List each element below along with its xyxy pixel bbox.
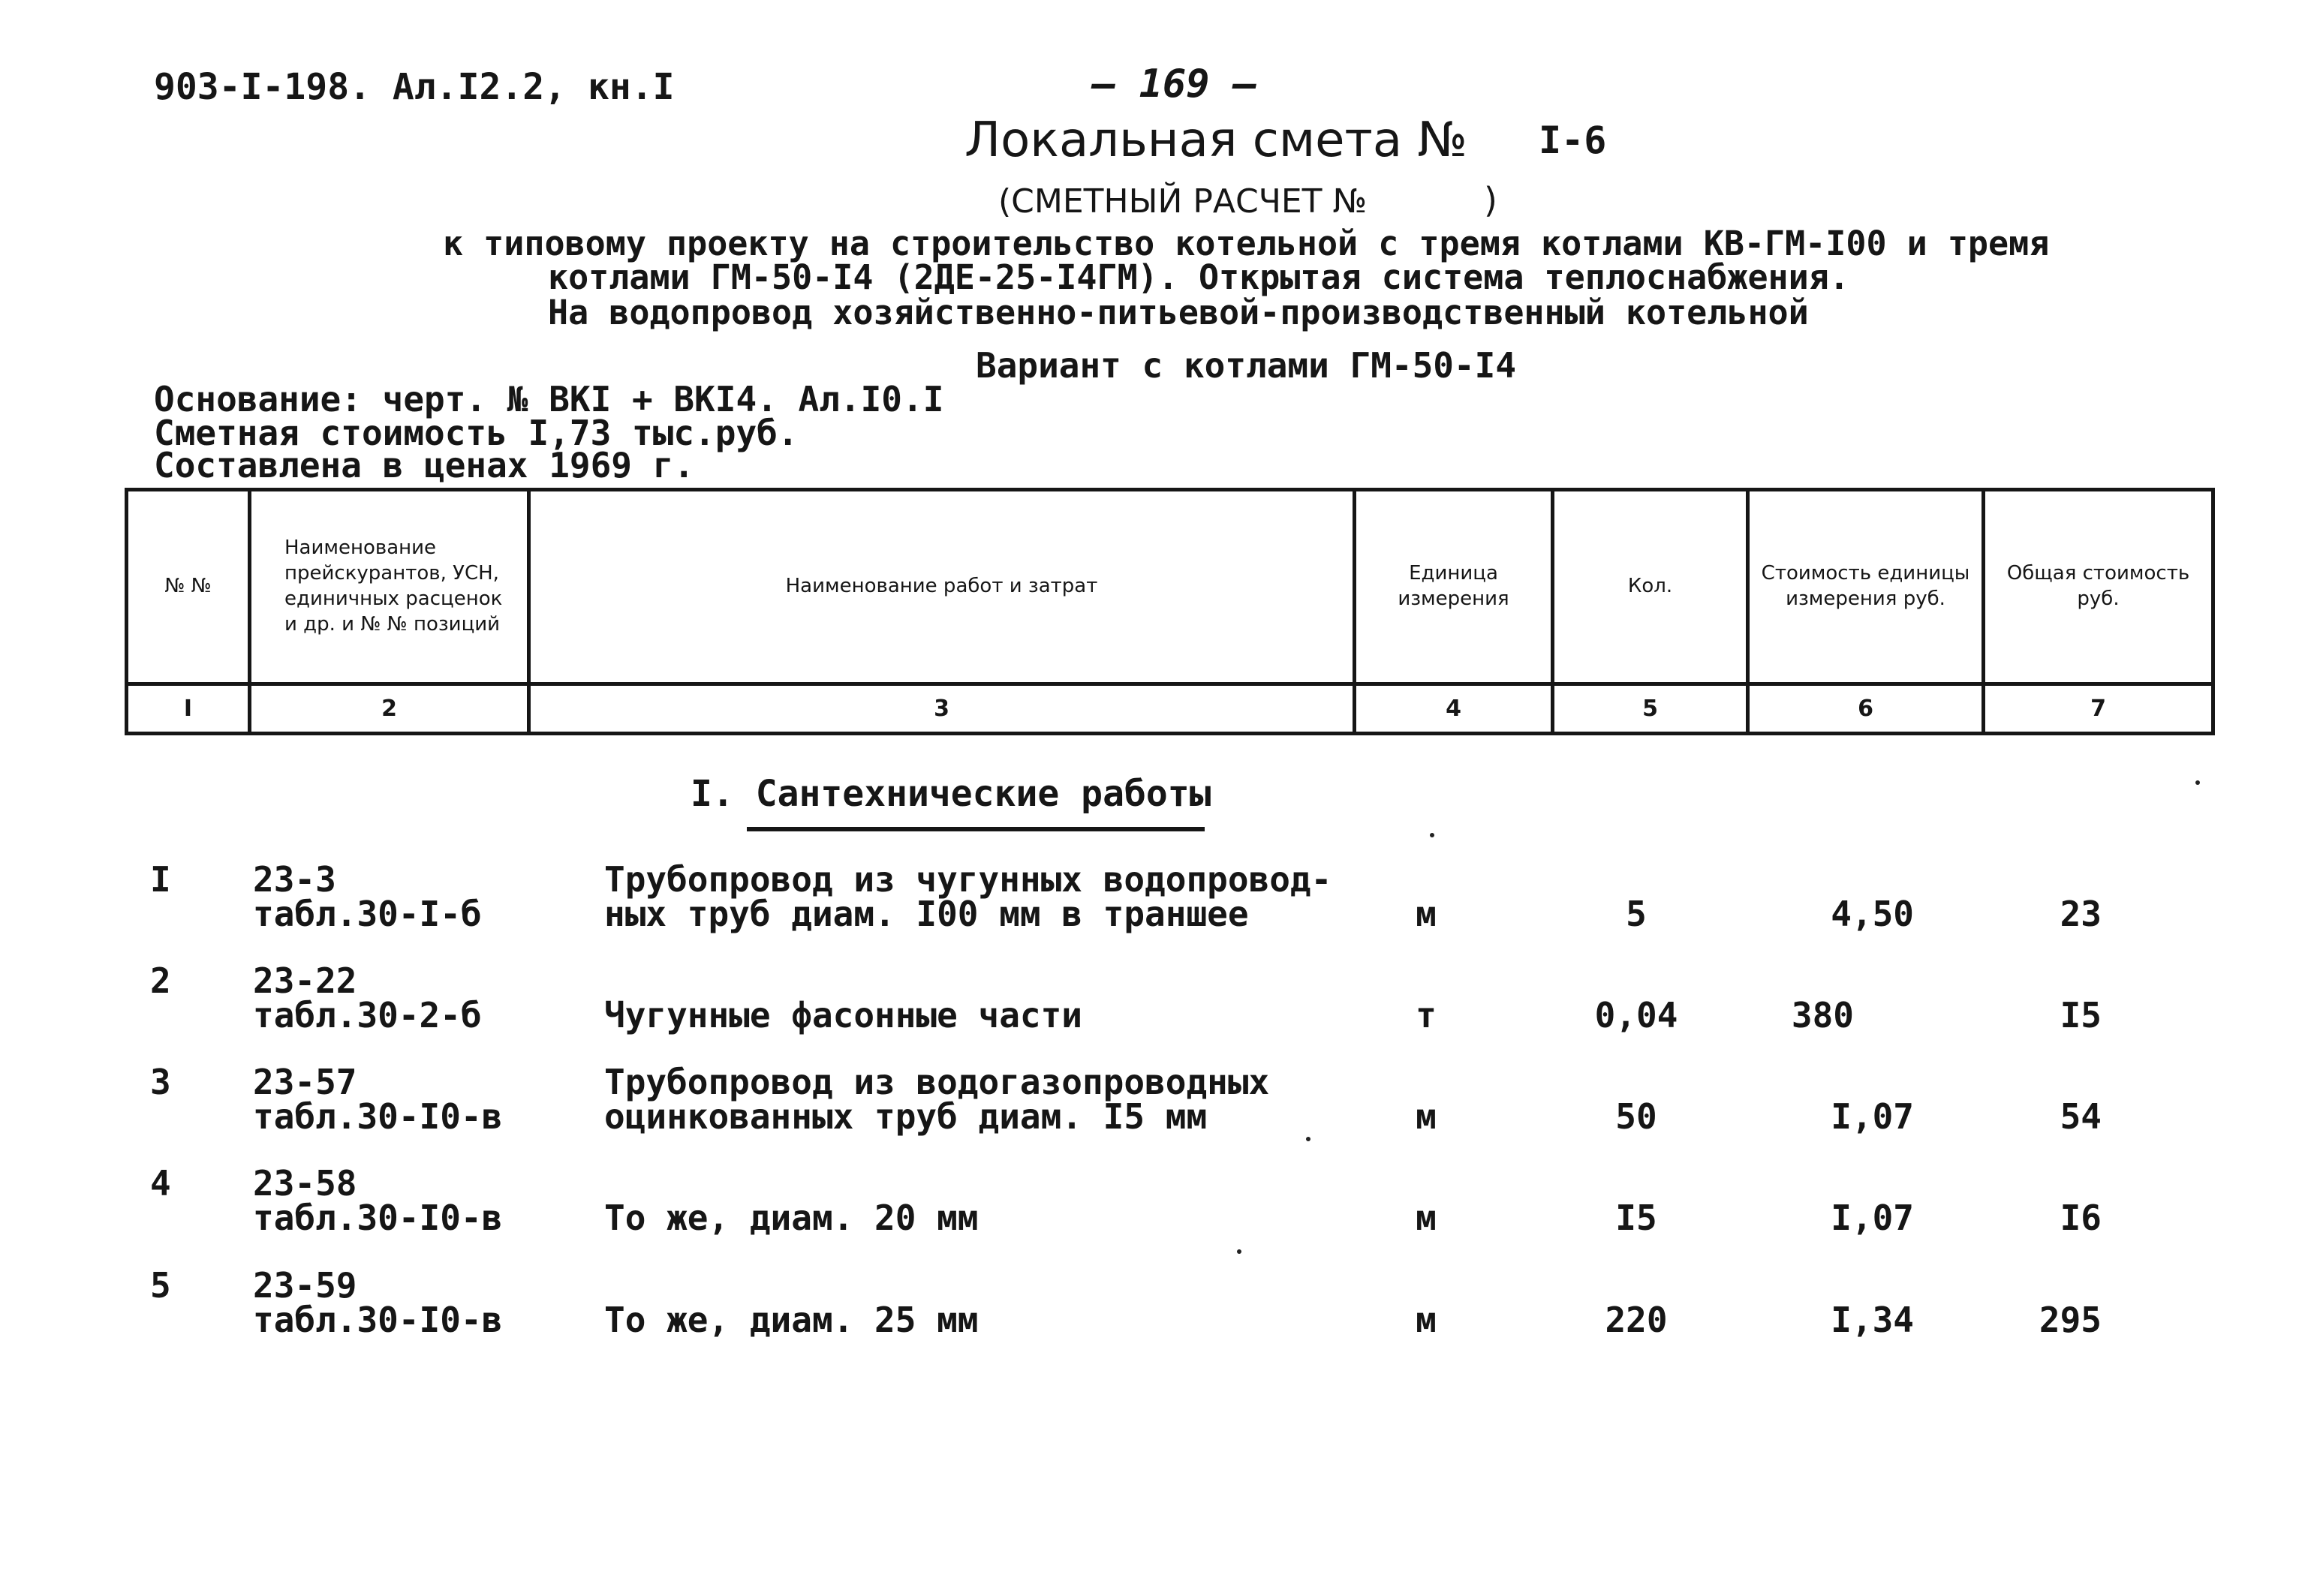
price-level-line: Составлена в ценах 1969 г. (154, 445, 695, 485)
column-header-price-reference: Наименование прейскурантов, УСН, единичных расценок и др. и № № позиций (250, 490, 529, 684)
description-line-3: На водопровод хозяйственно-питьевой-производственный котельной (548, 293, 1809, 332)
row-name-line-1: Трубопровод из чугунных водопровод- (604, 859, 1332, 900)
row-unit-cost: 380 (1791, 995, 1854, 1035)
column-number: 3 (529, 684, 1355, 733)
column-number: 5 (1553, 684, 1748, 733)
row-code: 23-57 (253, 1062, 357, 1102)
row-name-line-1: Трубопровод из водогазопроводных (604, 1062, 1270, 1102)
scan-speck (2195, 780, 2200, 785)
row-code: 23-22 (253, 960, 357, 1001)
row-unit: м (1416, 1096, 1437, 1137)
section-title: I. Сантехнические работы (691, 773, 1211, 815)
row-unit-cost: I,07 (1831, 1198, 1914, 1238)
column-header-work-name: Наименование работ и затрат (529, 490, 1355, 684)
row-code: 23-58 (253, 1163, 357, 1204)
row-name: То же, диам. 25 мм (604, 1300, 979, 1340)
row-unit: т (1416, 995, 1437, 1035)
subtitle: (СМЕТНЫЙ РАСЧЕТ № (998, 182, 1368, 221)
row-unit: м (1416, 1198, 1437, 1238)
row-unit: м (1416, 1300, 1437, 1340)
row-unit-cost: I,34 (1831, 1300, 1914, 1340)
row-code-table: табл.30-I0-в (253, 1300, 503, 1340)
table-row (0, 1163, 2305, 1261)
column-header-unit: Единица измерения (1355, 490, 1553, 684)
table-row (0, 859, 2305, 957)
table-row (0, 960, 2305, 1058)
column-number: I (127, 684, 250, 733)
column-number: 6 (1748, 684, 1984, 733)
row-number: 2 (150, 960, 171, 1001)
basis-line: Основание: черт. № ВКI + ВКI4. Ал.I0.I (154, 379, 944, 419)
column-header-total-cost: Общая стоимость руб. (1984, 490, 2213, 684)
row-unit-cost: I,07 (1831, 1096, 1914, 1137)
table-row (0, 1062, 2305, 1159)
row-total-cost: 295 (2039, 1300, 2102, 1340)
row-code-table: табл.30-2-б (253, 995, 482, 1035)
column-header-number: № № (127, 490, 250, 684)
subtitle-number: ) (1484, 180, 1497, 221)
row-quantity: 5 (1626, 894, 1647, 934)
scan-speck (1430, 833, 1434, 837)
row-name-line-2: оцинкованных труб диам. I5 мм (604, 1096, 1208, 1137)
estimate-header-table (125, 488, 2215, 735)
description-line-2: котлами ГМ-50-I4 (2ДЕ-25-I4ГМ). Открытая система теплоснабжения. (548, 257, 1849, 297)
row-total-cost: 23 (2060, 894, 2102, 934)
title-number: I-6 (1539, 119, 1607, 162)
scan-speck (1237, 1249, 1241, 1254)
column-header-quantity: Кол. (1553, 490, 1748, 684)
estimated-cost-line: Сметная стоимость I,73 тыс.руб. (154, 413, 799, 453)
row-quantity: 220 (1605, 1300, 1668, 1340)
row-total-cost: I5 (2060, 995, 2102, 1035)
row-quantity: 50 (1615, 1096, 1657, 1137)
column-header-unit-cost: Стоимость единицы измерения руб. (1748, 490, 1984, 684)
table-row (0, 1265, 2305, 1363)
row-number: 3 (150, 1062, 171, 1102)
page-title: Локальная смета № (964, 113, 1467, 168)
row-name-line-2: ных труб диам. I00 мм в траншее (604, 894, 1249, 934)
row-code: 23-59 (253, 1265, 357, 1306)
row-code-table: табл.30-I0-в (253, 1198, 503, 1238)
scan-speck (1306, 1137, 1310, 1141)
row-number: 5 (150, 1265, 171, 1306)
row-code-table: табл.30-I0-в (253, 1096, 503, 1137)
column-number: 2 (250, 684, 529, 733)
row-code-table: табл.30-I-б (253, 894, 482, 934)
row-number: 4 (150, 1163, 171, 1204)
column-number: 7 (1984, 684, 2213, 733)
description-line-1: к типовому проекту на строительство котельной с тремя котлами КВ-ГМ-I00 и тремя (443, 224, 2050, 263)
row-total-cost: I6 (2060, 1198, 2102, 1238)
row-number: I (150, 859, 171, 900)
row-total-cost: 54 (2060, 1096, 2102, 1137)
row-name: То же, диам. 20 мм (604, 1198, 979, 1238)
row-name: Чугунные фасонные части (604, 995, 1082, 1035)
section-underline (747, 827, 1205, 831)
column-number: 4 (1355, 684, 1553, 733)
row-quantity: 0,04 (1594, 995, 1678, 1035)
variant-line: Вариант с котлами ГМ-50-I4 (976, 345, 1517, 386)
row-code: 23-3 (253, 859, 336, 900)
row-unit-cost: 4,50 (1831, 894, 1914, 934)
row-unit: м (1416, 894, 1437, 934)
page-number: — 169 — (1092, 62, 1257, 107)
document-code: 903-I-198. Ал.I2.2, кн.I (154, 66, 675, 108)
row-quantity: I5 (1615, 1198, 1657, 1238)
